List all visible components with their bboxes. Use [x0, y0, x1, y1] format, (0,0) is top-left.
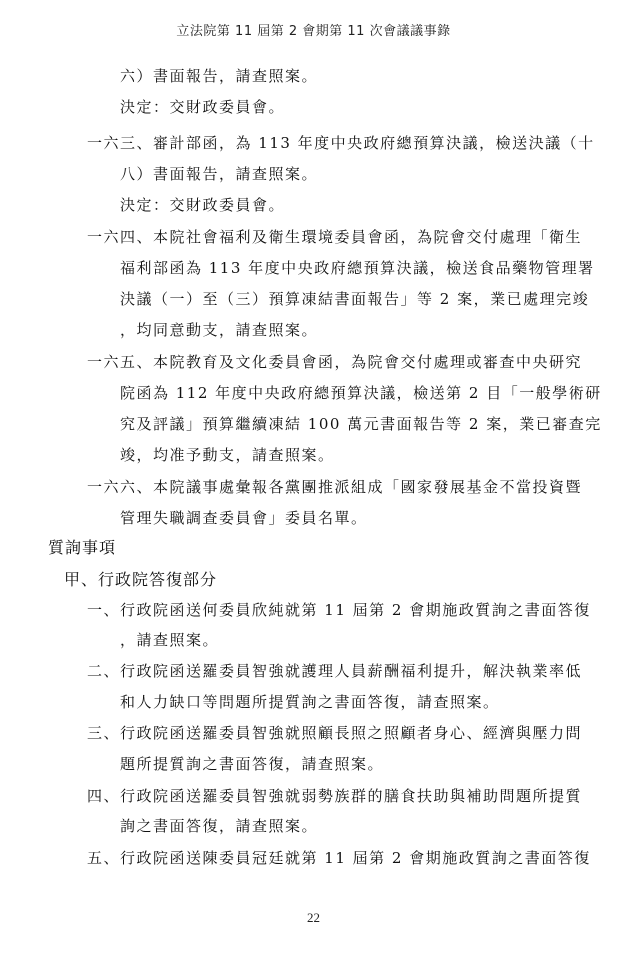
text-line: 福利部函為 113 年度中央政府總預算決議，檢送食品藥物管理署	[120, 259, 595, 277]
text-line: 決定：交財政委員會。	[120, 196, 286, 214]
page-header: 立法院第 11 屆第 2 會期第 11 次會議議事錄	[176, 24, 451, 39]
text-line: 題所提質詢之書面答復，請查照案。	[120, 755, 385, 773]
text-line: 究及評議」預算繼續凍結 100 萬元書面報告等 2 案，業已審查完	[120, 415, 602, 433]
text-line: 二、行政院函送羅委員智強就護理人員薪酬福利提升，解決執業率低	[87, 662, 583, 680]
text-line: 管理失職調查委員會」委員名單。	[120, 509, 368, 527]
text-line: 八）書面報告，請查照案。	[120, 165, 319, 183]
text-line: 一六六、本院議事處彙報各黨團推派組成「國家發展基金不當投資暨	[87, 478, 583, 496]
text-line: 決定：交財政委員會。	[120, 98, 286, 116]
text-line: 竣，均准予動支，請查照案。	[120, 446, 335, 464]
text-line: 五、行政院函送陳委員冠廷就第 11 屆第 2 會期施政質詢之書面答復	[87, 849, 591, 867]
text-line: 一六四、本院社會福利及衛生環境委員會函，為院會交付處理「衛生	[87, 228, 583, 246]
text-line: 三、行政院函送羅委員智強就照顧長照之照顧者身心、經濟與壓力問	[87, 724, 583, 742]
text-line: 四、行政院函送羅委員智強就弱勢族群的膳食扶助與補助問題所提質	[87, 787, 583, 805]
page-number: 22	[307, 910, 320, 925]
text-line: 一、行政院函送何委員欣純就第 11 屆第 2 會期施政質詢之書面答復	[87, 601, 591, 619]
text-line: ，請查照案。	[120, 631, 220, 649]
text-line: 一六三、審計部函，為 113 年度中央政府總預算決議，檢送決議（十	[87, 134, 595, 152]
section-heading: 質詢事項	[48, 538, 117, 557]
text-line: 決議（一）至（三）預算凍結書面報告」等 2 案，業已處理完竣	[120, 290, 590, 308]
section-heading: 甲、行政院答復部分	[64, 570, 218, 589]
text-line: 六）書面報告，請查照案。	[120, 67, 319, 85]
text-line: 院函為 112 年度中央政府總預算決議，檢送第 2 目「一般學術研	[120, 384, 602, 402]
text-line: 一六五、本院教育及文化委員會函，為院會交付處理或審查中央研究	[87, 353, 583, 371]
text-line: ，均同意動支，請查照案。	[120, 321, 319, 339]
text-line: 和人力缺口等問題所提質詢之書面答復，請查照案。	[120, 693, 500, 711]
text-line: 詢之書面答復，請查照案。	[120, 817, 319, 835]
